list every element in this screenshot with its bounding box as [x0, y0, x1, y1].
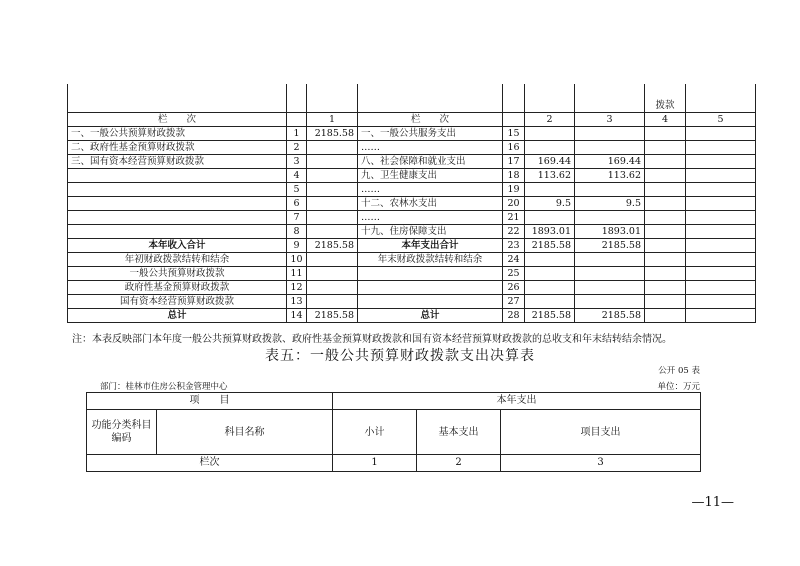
- income-amount: [307, 225, 358, 239]
- expense-appropriation-amount: [575, 281, 645, 295]
- expense-appropriation-amount: 1893.01: [575, 225, 645, 239]
- expense-item-label: [358, 267, 503, 281]
- empty-cell: [686, 309, 756, 323]
- col-number-3: 3: [575, 113, 645, 127]
- expense-item-label: 总计: [358, 309, 503, 323]
- empty-cell: [686, 239, 756, 253]
- income-item-label: 三、国有资本经营预算财政拨款: [68, 155, 287, 169]
- income-line-number: 5: [287, 183, 307, 197]
- income-item-label: [68, 183, 287, 197]
- lanci-2: 2: [417, 455, 501, 472]
- expense-appropriation-amount: [575, 127, 645, 141]
- empty-cell: [686, 225, 756, 239]
- income-amount: [307, 141, 358, 155]
- empty-cell: [686, 141, 756, 155]
- col-subtotal: 小计: [333, 410, 417, 455]
- income-line-number: 2: [287, 141, 307, 155]
- expense-line-number: 19: [503, 183, 525, 197]
- empty-cell: [645, 127, 686, 141]
- col-number-4: 4: [645, 113, 686, 127]
- expense-line-number: 26: [503, 281, 525, 295]
- expense-total-amount: 9.5: [525, 197, 575, 211]
- empty-cell: [645, 197, 686, 211]
- expense-item-label: 本年支出合计: [358, 239, 503, 253]
- expense-line-number: 27: [503, 295, 525, 309]
- col-number-2: 2: [525, 113, 575, 127]
- expense-appropriation-amount: 9.5: [575, 197, 645, 211]
- expense-line-number: 20: [503, 197, 525, 211]
- lanci-right: 栏 次: [358, 113, 503, 127]
- expense-total-amount: [525, 141, 575, 155]
- income-line-number: 14: [287, 309, 307, 323]
- expense-appropriation-amount: 2185.58: [575, 239, 645, 253]
- table-note: 注：本表反映部门本年度一般公共预算财政拨款、政府性基金预算财政拨款和国有资本经营预算财政拨款的总收支和年末结转结余情况。: [72, 334, 672, 345]
- table-row: [68, 309, 756, 323]
- col-number-5: 5: [686, 113, 756, 127]
- income-amount: [307, 197, 358, 211]
- expense-line-number: 17: [503, 155, 525, 169]
- table5-header-row: [87, 393, 701, 410]
- income-item-label: [68, 211, 287, 225]
- income-item-label: 年初财政拨款结转和结余: [68, 253, 287, 267]
- empty-cell: [686, 295, 756, 309]
- expense-item-label: 一、一般公共服务支出: [358, 127, 503, 141]
- expense-total-amount: [525, 211, 575, 225]
- expense-total-amount: 169.44: [525, 155, 575, 169]
- income-item-label: [68, 225, 287, 239]
- income-amount: [307, 281, 358, 295]
- income-line-number: 1: [287, 127, 307, 141]
- empty-cell: [686, 155, 756, 169]
- income-amount: [307, 211, 358, 225]
- table5-code: 公开 05 表: [658, 366, 700, 376]
- expense-total-amount: 2185.58: [525, 309, 575, 323]
- income-amount: [307, 295, 358, 309]
- income-amount: 2185.58: [307, 309, 358, 323]
- expense-appropriation-amount: 113.62: [575, 169, 645, 183]
- table5-subheader-row: [87, 410, 701, 455]
- income-item-label: [68, 169, 287, 183]
- empty-cell: [645, 183, 686, 197]
- table-row: [68, 169, 756, 183]
- table-row: [68, 239, 756, 253]
- table5-lanci-row: [87, 455, 701, 472]
- income-amount: [307, 267, 358, 281]
- expense-appropriation-amount: [575, 253, 645, 267]
- expense-line-number: 21: [503, 211, 525, 225]
- income-line-number: 3: [287, 155, 307, 169]
- expense-appropriation-amount: [575, 141, 645, 155]
- empty-cell: [645, 239, 686, 253]
- expense-appropriation-amount: [575, 267, 645, 281]
- empty-cell: [686, 183, 756, 197]
- expense-line-number: 23: [503, 239, 525, 253]
- table-row: [68, 267, 756, 281]
- expense-total-amount: 2185.58: [525, 239, 575, 253]
- table-header-row: [68, 84, 756, 113]
- income-amount: 2185.58: [307, 127, 358, 141]
- department-label: 部门：桂林市住房公积金管理中心: [100, 382, 228, 392]
- income-amount: [307, 169, 358, 183]
- expense-appropriation-amount: [575, 211, 645, 225]
- expense-line-number: 18: [503, 169, 525, 183]
- income-amount: [307, 183, 358, 197]
- table5-title: 表五：一般公共预算财政拨款支出决算表: [265, 348, 535, 364]
- table-row: [68, 253, 756, 267]
- expenditure-table: [86, 392, 701, 472]
- expense-total-amount: [525, 295, 575, 309]
- income-amount: [307, 155, 358, 169]
- expense-item-label: 年末财政拨款结转和结余: [358, 253, 503, 267]
- expense-appropriation-amount: [575, 295, 645, 309]
- col-function-code: 功能分类科目编码: [87, 410, 157, 455]
- empty-cell: [686, 267, 756, 281]
- expense-total-amount: [525, 267, 575, 281]
- income-amount: [307, 253, 358, 267]
- expense-line-number: 15: [503, 127, 525, 141]
- expense-line-number: 24: [503, 253, 525, 267]
- header-year-expenditure: 本年支出: [333, 393, 701, 410]
- expense-total-amount: [525, 253, 575, 267]
- expense-total-amount: [525, 281, 575, 295]
- col-basic: 基本支出: [417, 410, 501, 455]
- income-line-number: 11: [287, 267, 307, 281]
- page-number: —11—: [691, 495, 734, 510]
- col-project: 项目支出: [501, 410, 701, 455]
- expense-item-label: ……: [358, 183, 503, 197]
- table-row: [68, 295, 756, 309]
- empty-cell: [645, 169, 686, 183]
- income-line-number: 9: [287, 239, 307, 253]
- expense-appropriation-amount: [575, 183, 645, 197]
- income-amount: 2185.58: [307, 239, 358, 253]
- table-row: [68, 211, 756, 225]
- col-subject-name: 科目名称: [157, 410, 333, 455]
- empty-cell: [686, 127, 756, 141]
- expense-appropriation-amount: 2185.58: [575, 309, 645, 323]
- expense-item-label: ……: [358, 211, 503, 225]
- income-line-number: 4: [287, 169, 307, 183]
- table-row: [68, 141, 756, 155]
- income-line-number: 7: [287, 211, 307, 225]
- empty-cell: [686, 197, 756, 211]
- table-row: [68, 197, 756, 211]
- expense-item-label: 八、社会保障和就业支出: [358, 155, 503, 169]
- lanci-left: 栏 次: [68, 113, 287, 127]
- income-line-number: 8: [287, 225, 307, 239]
- lanci-1: 1: [333, 455, 417, 472]
- income-line-number: 6: [287, 197, 307, 211]
- income-line-number: 13: [287, 295, 307, 309]
- income-line-number: 12: [287, 281, 307, 295]
- empty-cell: [645, 253, 686, 267]
- expense-line-number: 22: [503, 225, 525, 239]
- empty-cell: [645, 309, 686, 323]
- empty-cell: [645, 295, 686, 309]
- empty-cell: [645, 281, 686, 295]
- income-item-label: 总计: [68, 309, 287, 323]
- income-item-label: 本年收入合计: [68, 239, 287, 253]
- col-number-1: 1: [307, 113, 358, 127]
- expense-line-number: 25: [503, 267, 525, 281]
- table-row: [68, 127, 756, 141]
- header-appropriation: 拨款: [645, 84, 686, 113]
- expense-total-amount: 1893.01: [525, 225, 575, 239]
- column-number-row: [68, 113, 756, 127]
- empty-cell: [645, 267, 686, 281]
- expense-item-label: ……: [358, 141, 503, 155]
- empty-cell: [686, 169, 756, 183]
- budget-summary-table: [67, 84, 756, 323]
- expense-total-amount: [525, 183, 575, 197]
- income-item-label: 政府性基金预算财政拨款: [68, 281, 287, 295]
- expense-appropriation-amount: 169.44: [575, 155, 645, 169]
- empty-cell: [645, 155, 686, 169]
- income-item-label: 一般公共预算财政拨款: [68, 267, 287, 281]
- income-item-label: 一、一般公共预算财政拨款: [68, 127, 287, 141]
- income-line-number: 10: [287, 253, 307, 267]
- lanci-label: 栏次: [87, 455, 333, 472]
- table-row: [68, 281, 756, 295]
- expense-item-label: 十九、住房保障支出: [358, 225, 503, 239]
- expense-item-label: 十二、农林水支出: [358, 197, 503, 211]
- header-item: 项 目: [87, 393, 333, 410]
- empty-cell: [645, 225, 686, 239]
- table-row: [68, 225, 756, 239]
- expense-item-label: [358, 281, 503, 295]
- expense-item-label: 九、卫生健康支出: [358, 169, 503, 183]
- empty-cell: [645, 211, 686, 225]
- empty-cell: [686, 211, 756, 225]
- lanci-3: 3: [501, 455, 701, 472]
- income-item-label: 国有资本经营预算财政拨款: [68, 295, 287, 309]
- expense-total-amount: 113.62: [525, 169, 575, 183]
- income-item-label: 二、政府性基金预算财政拨款: [68, 141, 287, 155]
- empty-cell: [686, 253, 756, 267]
- table-row: [68, 183, 756, 197]
- income-item-label: [68, 197, 287, 211]
- unit-label: 单位：万元: [657, 382, 700, 392]
- empty-cell: [645, 141, 686, 155]
- expense-item-label: [358, 295, 503, 309]
- expense-total-amount: [525, 127, 575, 141]
- expense-line-number: 28: [503, 309, 525, 323]
- expense-line-number: 16: [503, 141, 525, 155]
- table-row: [68, 155, 756, 169]
- empty-cell: [686, 281, 756, 295]
